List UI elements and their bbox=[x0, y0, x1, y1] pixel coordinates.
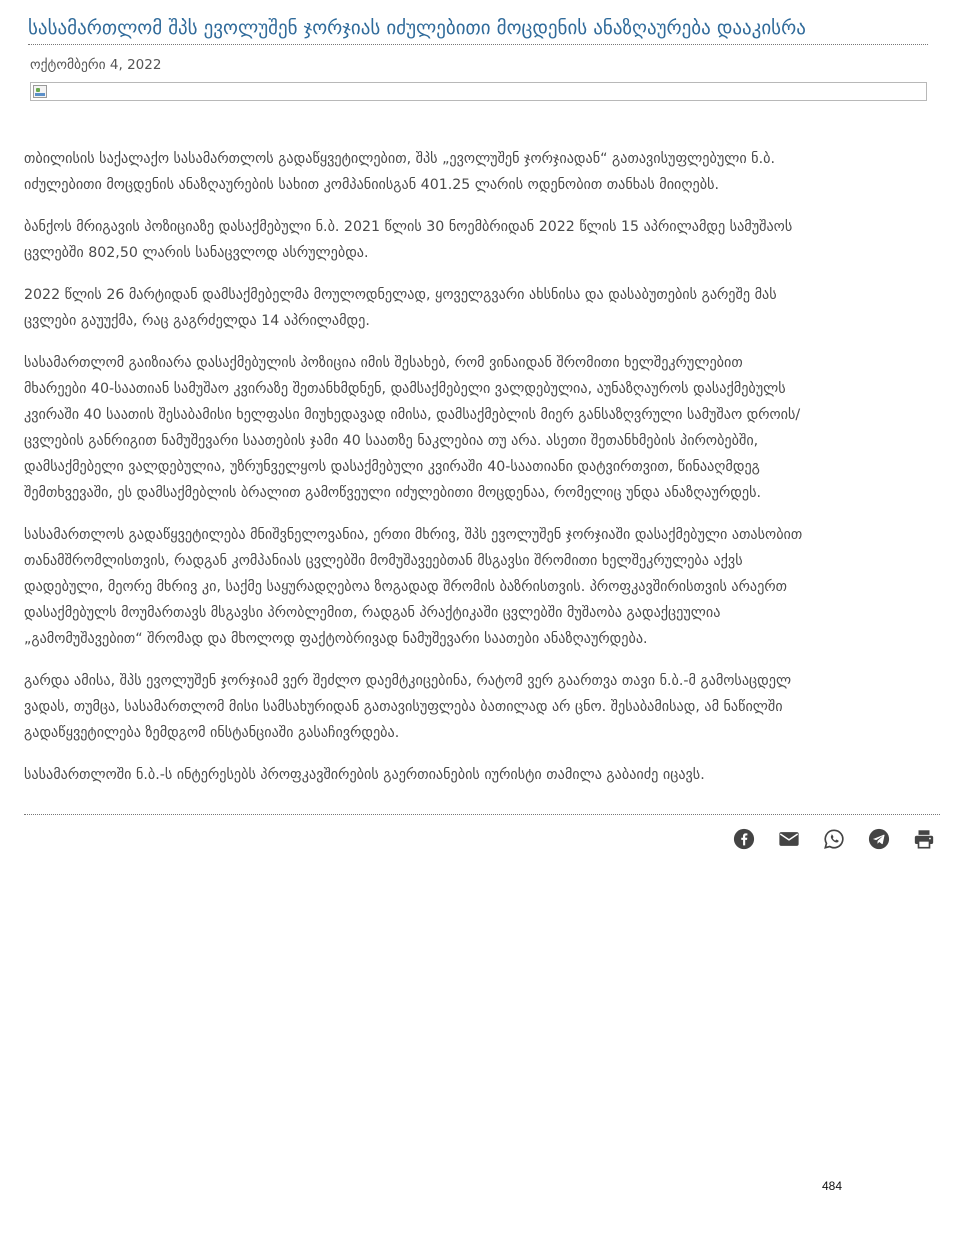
article-image-placeholder bbox=[30, 82, 927, 101]
paragraph-line: შემთხვევაში, ეს დამსაქმებლის ბრალით გამოწვეული იძულებითი მოცდენაა, რომელიც უნდა ანაზღაურდეს. bbox=[24, 485, 761, 501]
paragraph-line: დადებული, მეორე მხრივ კი, საქმე საყურადღებოა ზოგადად შრომის ბაზრისთვის. პროფკავშირისთვის არაერთ bbox=[24, 579, 787, 595]
article-paragraph-6 bbox=[24, 668, 940, 746]
share-telegram-button[interactable] bbox=[867, 827, 891, 851]
article-paragraph-4 bbox=[24, 350, 940, 506]
share-toolbar bbox=[711, 826, 936, 852]
paragraph-line: დასაქმებულს მოუმართავს მსგავსი პრობლემით, რადგან პრაქტიკაში ცვლებში მუშაობა გადაქცეულია bbox=[24, 605, 721, 621]
paragraph-line: ცვლების განრიგით ნამუშევარი საათების ჯამი 40 საათზე ნაკლებია თუ არა. ასეთი შეთანხმების პირობებში, bbox=[24, 433, 759, 449]
article-paragraph-2 bbox=[24, 214, 940, 266]
broken-image-icon bbox=[33, 85, 47, 98]
share-whatsapp-button[interactable] bbox=[822, 827, 846, 851]
article-title: სასამართლომ შპს ევოლუშენ ჯორჯიას იძულებითი მოცდენის ანაზღაურება დააკისრა bbox=[28, 17, 806, 39]
telegram-icon bbox=[868, 828, 890, 850]
page-number: 484 bbox=[822, 1179, 843, 1193]
share-facebook-button[interactable] bbox=[732, 827, 756, 851]
paragraph-line: დამსაქმებელი ვალდებულია, უზრუნველყოს დასაქმებული კვირაში 40-საათიანი დატვირთვით, წინააღმდეგ bbox=[24, 459, 760, 475]
paragraph-line: თბილისის საქალაქო სასამართლოს გადაწყვეტილებით, შპს „ევოლუშენ ჯორჯიადან“ გათავისუფლებული ნ.ბ. bbox=[24, 151, 775, 167]
printer-icon bbox=[913, 828, 935, 850]
paragraph-line: ცვლები გაუუქმა, რაც გაგრძელდა 14 აპრილამდე. bbox=[24, 313, 370, 329]
article-paragraph-7 bbox=[24, 762, 940, 788]
paragraph-line: იძულებითი მოცდენის ანაზღაურების სახით კომპანიისგან 401.25 ლარის ოდენობით თანხას მიიღებს. bbox=[24, 177, 720, 193]
article-paragraph-3 bbox=[24, 282, 940, 334]
article-body bbox=[24, 146, 940, 804]
paragraph-line: 2022 წლის 26 მარტიდან დამსაქმებელმა მოულოდნელად, ყოველგვარი ახსნისა და დასაბუთების გარეშე მას bbox=[24, 287, 777, 303]
paragraph-line: მხარეები 40-საათიან სამუშაო კვირაზე შეთანხმდნენ, დამსაქმებელი ვალდებულია, აუნაზღაუროს დასაქმებულს bbox=[24, 381, 786, 397]
paragraph-line: ბანქოს მრიგავის პოზიციაზე დასაქმებული ნ.ბ. 2021 წლის 30 ნოემბრიდან 2022 წლის 15 აპრილამდე სამუშაოს bbox=[24, 219, 793, 235]
paragraph-line: სასამართლოს გადაწყვეტილება მნიშვნელოვანია, ერთი მხრივ, შპს ევოლუშენ ჯორჯიაში დასაქმებული ათასობით bbox=[24, 527, 803, 543]
article-paragraph-5 bbox=[24, 522, 940, 652]
paragraph-line: გარდა ამისა, შპს ევოლუშენ ჯორჯიამ ვერ შეძლო დაემტკიცებინა, რატომ ვერ გაართვა თავი ნ.ბ.-მ გამოსაცდელ bbox=[24, 673, 792, 689]
paragraph-line: „გამომუშავებით“ შრომად და მხოლოდ ფაქტობრივად ნამუშევარი საათები ანაზღაურდება. bbox=[24, 631, 648, 647]
article-date: ოქტომბერი 4, 2022 bbox=[30, 57, 162, 73]
paragraph-line: თანამშრომლისთვის, რადგან კომპანიას ცვლებში მომუშავეებთან მსგავსი შრომითი ხელშეკრულება აქვს bbox=[24, 553, 743, 569]
paragraph-line: სასამართლოში ნ.ბ.-ს ინტერესებს პროფკავშირების გაერთიანების იურისტი თამილა გაბაიძე იცავს. bbox=[24, 767, 705, 783]
facebook-icon bbox=[733, 828, 755, 850]
envelope-icon bbox=[778, 828, 800, 850]
print-button[interactable] bbox=[912, 827, 936, 851]
share-email-button[interactable] bbox=[777, 827, 801, 851]
paragraph-line: სასამართლომ გაიზიარა დასაქმებულის პოზიცია იმის შესახებ, რომ ვინაიდან შრომითი ხელშეკრულებით bbox=[24, 355, 743, 371]
paragraph-line: გადაწყვეტილება ზემდგომ ინსტანციაში გასაჩივრდება. bbox=[24, 725, 400, 741]
title-divider bbox=[28, 44, 928, 45]
article-paragraph-1 bbox=[24, 146, 940, 198]
whatsapp-icon bbox=[823, 828, 845, 850]
paragraph-line: ცვლებში 802,50 ლარის სანაცვლოდ ასრულებდა. bbox=[24, 245, 369, 261]
article-bottom-divider bbox=[24, 814, 940, 815]
paragraph-line: კვირაში 40 საათის შესაბამისი ხელფასი მიუხედავად იმისა, დამსაქმებლის მიერ განსაზღვრული სამუშაო დროის/ bbox=[24, 407, 801, 423]
paragraph-line: ვადას, თუმცა, სასამართლომ მისი სამსახურიდან გათავისუფლება ბათილად არ ცნო. შესაბამისად, ამ ნაწილში bbox=[24, 699, 783, 715]
